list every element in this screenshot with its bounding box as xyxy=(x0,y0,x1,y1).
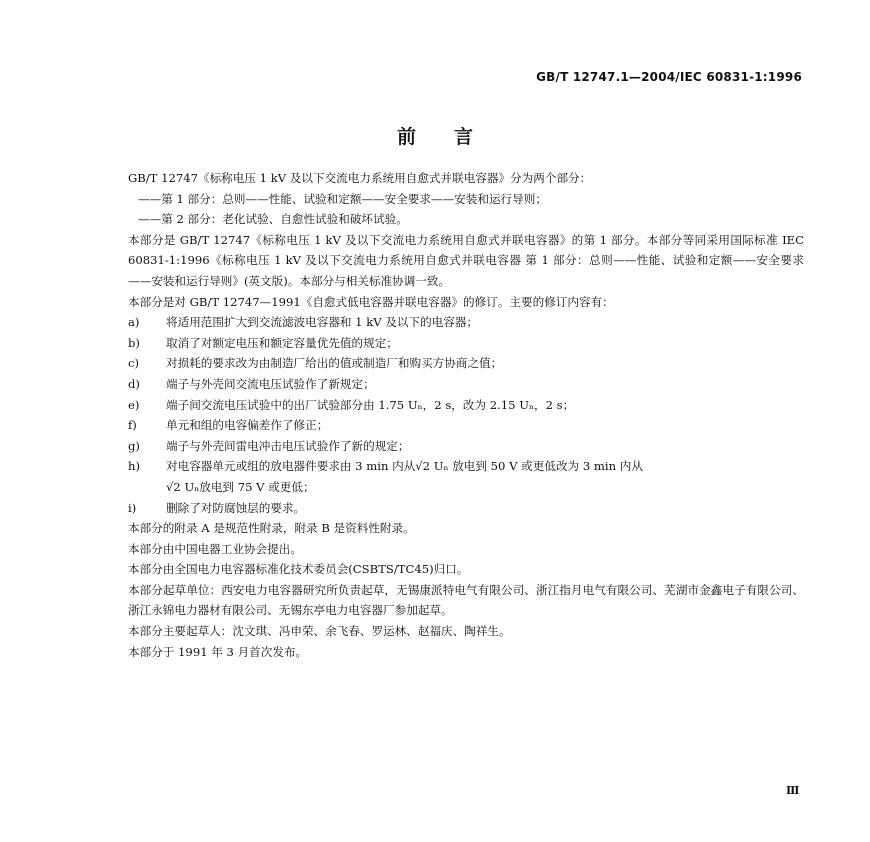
paragraph-drafting-units: 本部分起草单位：西安电力电容器研究所负责起草，无锡康派特电气有限公司、浙江指月电气有限公司、芜湖市金鑫电子有限公司、浙江永锦电力器材有限公司、无锡东亭电力电容器厂参加起草。 xyxy=(128,582,804,618)
revision-marker: g) xyxy=(128,438,140,453)
revision-item xyxy=(104,498,804,519)
paragraph-drafters: 本部分主要起草人：沈文琪、冯申荣、余飞春、罗运林、赵福庆、陶祥生。 xyxy=(128,624,511,639)
foreword-body xyxy=(104,168,804,662)
standard-number: GB/T 12747.1—2004/IEC 60831-1:1996 xyxy=(536,70,802,84)
revision-marker: i) xyxy=(128,500,137,515)
paragraph-parts-intro: GB/T 12747《标称电压 1 kV 及以下交流电力系统用自愈式并联电容器》分为两个部分： xyxy=(128,171,592,185)
revision-marker: b) xyxy=(128,335,140,350)
paragraph-first-release: 本部分于 1991 年 3 月首次发布。 xyxy=(128,644,308,659)
revision-item xyxy=(104,415,804,436)
revision-item xyxy=(104,436,804,457)
revision-marker xyxy=(104,477,166,498)
revision-marker: d) xyxy=(128,376,140,391)
revision-text: 对损耗的要求改为由制造厂给出的值或制造厂和购买方协商之值； xyxy=(166,356,503,371)
revision-text: 将适用范围扩大到交流滤波电容器和 1 kV 及以下的电容器； xyxy=(166,315,479,330)
paragraph-proposer: 本部分由中国电器工业协会提出。 xyxy=(128,541,302,556)
paragraph-revision-intro: 本部分是对 GB/T 12747—1991《自愈式低电容器并联电容器》的修订。主要的修订内容有： xyxy=(128,294,614,309)
paragraph-committee: 本部分由全国电力电容器标准化技术委员会(CSBTS/TC45)归口。 xyxy=(128,562,469,577)
revision-text: 对电容器单元或组的放电器件要求由 3 min 内从√2 Uₙ 放电到 50 V 或更低改为 3 min 内从 xyxy=(166,459,643,474)
paragraph-annex: 本部分的附录 A 是规范性附录，附录 B 是资料性附录。 xyxy=(128,521,415,536)
revision-text: 删除了对防腐蚀层的要求。 xyxy=(166,500,306,515)
revision-text: √2 Uₙ放电到 75 V 或更低； xyxy=(166,479,315,494)
revision-marker: e) xyxy=(128,397,140,412)
revision-item xyxy=(104,353,804,374)
revision-marker: f) xyxy=(128,418,137,433)
page-number: Ⅲ xyxy=(786,784,800,797)
revision-marker: a) xyxy=(128,315,140,330)
revision-text: 端子与外壳间雷电冲击电压试验作了新的规定； xyxy=(166,438,410,453)
revision-item xyxy=(104,395,804,416)
page-title: 前言 xyxy=(396,126,511,148)
revision-text: 单元和组的电容偏差作了修正； xyxy=(166,418,329,433)
list-item-part1: ——第 1 部分：总则——性能、试验和定额——安全要求——安装和运行导则； xyxy=(138,191,547,206)
revision-item xyxy=(104,374,804,395)
list-item-part2: ——第 2 部分：老化试验、自愈性试验和破坏试验。 xyxy=(138,212,408,227)
revision-text: 端子间交流电压试验中的出厂试验部分由 1.75 Uₙ，2 s，改为 2.15 Uₙ，2 s； xyxy=(166,397,575,412)
revision-marker: c) xyxy=(128,356,140,371)
revision-item xyxy=(104,333,804,354)
revision-item-continuation xyxy=(104,477,804,498)
paragraph-adoption: 本部分是 GB/T 12747《标称电压 1 kV 及以下交流电力系统用自愈式并联电容器》的第 1 部分。本部分等同采用国际标准 IEC 60831-1:1996《标称电压 1 kV 及以下交流电力系统用自愈式并联电容器 第 1 部分：总则——性能、试验和定额——安全要求——安装和运行导则》(英文版)。本部分与相关标准协调一致。 xyxy=(128,232,804,288)
revision-text: 端子与外壳间交流电压试验作了新规定； xyxy=(166,376,375,391)
revision-marker: h) xyxy=(128,459,140,474)
revision-item xyxy=(104,312,804,333)
revision-item xyxy=(104,456,804,477)
revision-text: 取消了对额定电压和额定容量优先值的规定； xyxy=(166,335,398,350)
